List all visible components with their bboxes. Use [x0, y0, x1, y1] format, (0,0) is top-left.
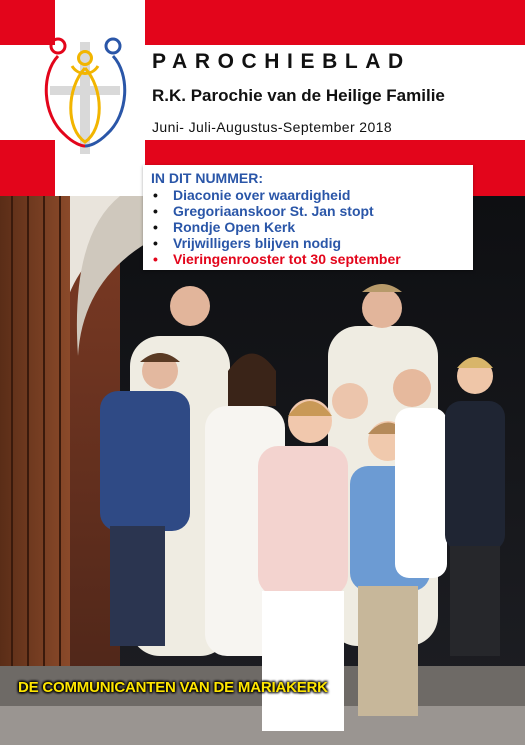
communicants-group-photo: [0, 196, 525, 745]
parish-logo-icon: [36, 34, 134, 156]
bullet-icon: •: [153, 251, 158, 267]
cover-photo: [0, 196, 525, 745]
issue-date: Juni- Juli-Augustus-September 2018: [152, 119, 393, 135]
bullet-icon: •: [153, 219, 158, 235]
toc-item: • Gregoriaanskoor St. Jan stopt: [153, 203, 374, 219]
bullet-icon: •: [153, 187, 158, 203]
toc-item-highlight: • Vieringenrooster tot 30 september: [153, 251, 401, 267]
bullet-icon: •: [153, 235, 158, 251]
table-of-contents: [143, 165, 473, 270]
toc-list: [151, 187, 473, 267]
toc-item: • Vrijwilligers blijven nodig: [153, 235, 342, 251]
toc-item: • Rondje Open Kerk: [153, 219, 296, 235]
bullet-icon: •: [153, 203, 158, 219]
toc-item: • Diaconie over waardigheid: [153, 187, 351, 203]
magazine-title: PAROCHIEBLAD: [152, 50, 411, 73]
toc-heading: IN DIT NUMMER:: [151, 170, 263, 186]
photo-caption: DE COMMUNICANTEN VAN DE MARIAKERK: [18, 679, 328, 696]
parish-name: R.K. Parochie van de Heilige Familie: [152, 86, 445, 105]
